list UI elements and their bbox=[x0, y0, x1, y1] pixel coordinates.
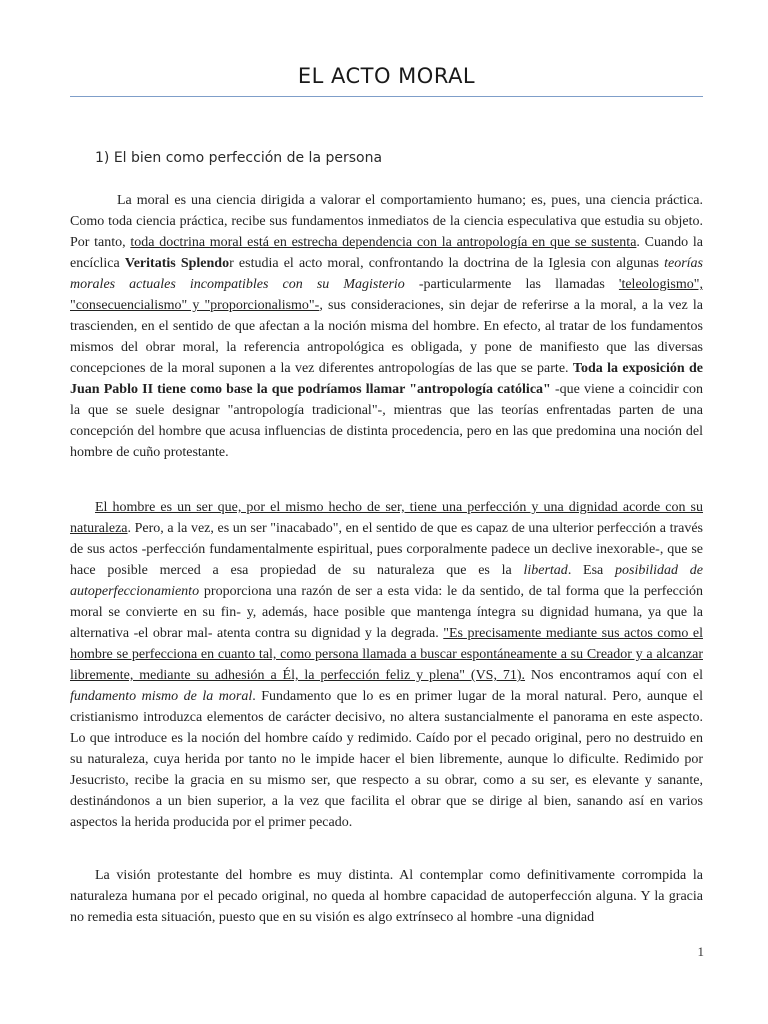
body-paragraph bbox=[70, 865, 703, 928]
text-run: r estudia el acto moral, confrontando la doctrina de la Iglesia con algunas bbox=[229, 256, 665, 271]
text-run: . Cuando la encíclica bbox=[70, 235, 703, 271]
text-run: . Esa bbox=[567, 563, 616, 578]
text-run: -que viene a coincidir con la que se suele designar "antropología tradicional"-, mientras que las teorías enfrentadas parten de una concepción del hombre que acusa influencias de distinta procedencia, pero en las que predomina una noción del hombre de cuño protestante. bbox=[70, 382, 703, 460]
text-run: La moral es una ciencia dirigida a valorar el comportamiento humano; es, pues, una ciencia práctica. Como toda ciencia práctica, recibe sus fundamentos inmediatos de la ciencia especulativa que estudia su objeto. Por tanto, bbox=[70, 193, 703, 250]
body-paragraph bbox=[70, 190, 703, 463]
text-run: fundamento mismo de la moral bbox=[70, 689, 253, 704]
document-title: EL ACTO MORAL bbox=[297, 64, 476, 88]
text-run: Nos encontramos aquí con el bbox=[525, 668, 703, 683]
title-rule bbox=[70, 96, 703, 97]
text-run: toda doctrina moral está en estrecha dependencia con la antropología en que se sustenta bbox=[130, 235, 637, 250]
text-run: Veritatis Splendo bbox=[124, 256, 230, 271]
text-run: "Es precisamente mediante sus actos como el hombre se perfecciona en cuanto tal, como persona llamada a buscar espontáneamente a su Creador y a alcanzar libremente, mediante su adhesión a Él, la perfección feliz y plena" (VS, 71). bbox=[70, 626, 703, 683]
text-run: teorías morales actuales incompatibles con su Magisterio bbox=[70, 256, 703, 292]
page-number: 1 bbox=[697, 944, 704, 959]
text-run: . Pero, a la vez, es un ser "inacabado", en el sentido de que es capaz de una ulterior perfección a través de sus actos -perfección fundamentalmente espiritual, pues corporalmente padece un declive inexorable-, que se hace posible merced a esa propiedad de su naturaleza que es la bbox=[70, 521, 703, 578]
text-run: posibilidad de autoperfeccionamiento bbox=[70, 563, 703, 599]
text-run: libertad bbox=[523, 563, 568, 578]
text-run: -particularmente las llamadas bbox=[404, 277, 619, 292]
text-run: proporciona una razón de ser a esta vida: le da sentido, de tal forma que la perfección moral se convierte en su fin- y, además, hace posible que mantenga íntegra su dignidad humana, ya que la alternativa -el obrar mal- atenta contra su dignidad y la degrada. bbox=[70, 584, 703, 641]
text-run: 'teleologismo", "consecuencialismo" y "proporcionalismo"- bbox=[70, 277, 703, 313]
section-heading: 1) El bien como perfección de la persona bbox=[95, 150, 383, 166]
text-run: . Fundamento que lo es en primer lugar de la moral natural. Pero, aunque el cristianismo introduzca elementos de carácter decisivo, no altera sustancialmente el panorama en este aspecto. Lo que introduce es la noción del hombre caído y redimido. Caído por el pecado original, pero no destruido en su naturaleza, cuya herida por tanto no le impide hacer el bien libremente, aunque lo dificulte. Redimido por Jesucristo, recibe la gracia en su mismo ser, que respecto a su obrar, como a su ser, es elevante y sanante, destinándonos a un bien superior, a la vez que facilita el obrar que se dirige al bien, sanando así en varios aspectos la herida producida por el primer pecado. bbox=[70, 689, 704, 830]
text-run: El hombre es un ser que, por el mismo hecho de ser, tiene una perfección y una dignidad acorde con su naturaleza bbox=[70, 500, 703, 536]
text-run: , sus consideraciones, sin dejar de referirse a la moral, a la vez la trascienden, en el sentido de que afectan a la noción misma del hombre. En efecto, al tratar de los fundamentos mismos del obrar moral, la referencia antropológica es obligada, y pone de manifiesto que las diversas concepciones de la moral suponen a la vez diferentes antropologías de las que se parte. bbox=[70, 298, 703, 376]
body-paragraph bbox=[70, 497, 703, 833]
text-run: Toda la exposición de Juan Pablo II tiene como base la que podríamos llamar "antropología católica" bbox=[70, 361, 703, 397]
text-run: La visión protestante del hombre es muy distinta. Al contemplar como definitivamente corrompida la naturaleza humana por el pecado original, no queda al hombre capacidad de autoperfección alguna. Y la gracia no remedia esta situación, puesto que en su visión es algo extrínseco al hombre -una dignidad bbox=[70, 868, 703, 925]
